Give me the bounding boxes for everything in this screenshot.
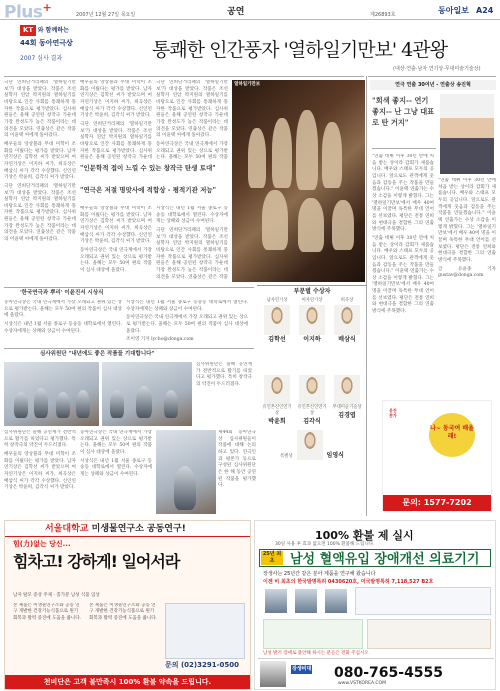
ad-device-image	[325, 589, 347, 613]
award-winner: 유인촌신인연기상 김각식	[296, 374, 328, 426]
article-column-5: 시상식은 내년 1월 서울 종로구 동숭동 대학로에서 열린다. 수상자에게는 상패와 상금이 수여된다. 극단 연희단거리패의 '열하일기만보'가 대상을 받았다. 작품은 조선 실학자 연암 박지원의 열하일기를 바탕으로 인간 사회를 통쾌하게 풍자한 작품으로 평가받았다. 심사위원들은 올해 공연된 창작극 가운데 가장 완성도가 높은 작품이라는 데 의견을 모았다. 연출상은 같은 작품	[156, 206, 228, 280]
pull-quote-2: "연극은 저절 명맞사에 적합상 - 평적기관 저능"	[80, 186, 217, 194]
ad-side-text: 웅진 찬가	[389, 408, 397, 418]
ad-subtitle: 30일 사용 후 효과 없으면 100% 환불해 드립니다.	[275, 542, 375, 547]
award-winner: 남자연기상 김학선	[261, 298, 293, 344]
divider	[368, 76, 496, 77]
ad-tagline: 힘(力)없는 당신...	[13, 540, 71, 548]
newspaper-name: 동아일보	[438, 6, 469, 15]
article-headline: 통쾌한 인간풍자 '열하일기만보' 4관왕	[152, 39, 447, 61]
ad-headline: 힘차고! 강하게! 일어서라	[13, 552, 180, 571]
ad-device-image	[295, 589, 317, 613]
ad-info-panel	[263, 619, 363, 649]
ad-banner	[259, 549, 491, 567]
article-column-8: 심사위원단은 올해 공연계가 전반적으로 활기를 띠었다고 평가했다. 특히 창작극의 약진이 두드러졌다. 배우들의 앙상블과 무대 미학이 조화를 이뤘다는 평가를 받았다. 남자연기상은 김학선 씨가 받았으며 여자연기상은 이지하 씨가, 희곡상은 배삼식 씨가 각각 수상했다. 신인연기상은 박윤희, 김각식 씨가 받았다.	[4, 430, 76, 491]
edition-number: 제26893호	[370, 12, 396, 18]
winner-headshot	[334, 305, 360, 335]
photo-caption: 열하일기만보	[234, 82, 261, 87]
award-winner: 무대미술기술상 김경엽	[331, 374, 363, 426]
director-portrait	[440, 94, 494, 174]
pull-quote-1: "인문학적 접이 느낄 수 있는 창작극 탄생 토대"	[80, 164, 216, 172]
kt-logo: KT	[20, 25, 36, 36]
ad-phone-number: 080-765-4555	[334, 665, 444, 681]
ad-badge: 25년 최초	[262, 551, 282, 564]
award-winner: 유인촌신인연기상 박윤희	[261, 374, 293, 426]
ad-order-number: 문의 (02)3291-0500	[165, 661, 239, 669]
judges-photo-3	[156, 430, 216, 514]
article-column-1: 극단 연희단거리패의 '열하일기만보'가 대상을 받았다. 작품은 조선 실학자 연암 박지원의 열하일기를 바탕으로 인간 사회를 통쾌하게 풍자한 작품으로 평가받았다. 심사위원들은 올해 공연된 창작극 가운데 가장 완성도가 높은 작품이라는 데 의견을 모았다. 연출상은 같은 작품의 이윤택 씨에게 돌아갔다. 배우들의 앙상블과 무대 미학이 조화를 이뤘다는 평가를 받았다. 남자연기상은 김학선 씨가 받았으며 여자연기상은 이지하 씨가, 희곡상은 배삼식 씨가 각각 수상했다. 신인연기상은 박윤희, 김각식 씨가 받았다. 극단 연희단거리패의 '열하일기만보'가 대상을 받았다. 작품은 조선 실학자 연암 박지원의 열하일기를 바탕으로 인간 사회를 통쾌하게 풍자한 작품으로 평가받았다. 심사위원들은 올해 공연된 창작극 가운데 가장 완성도가 높은 작품이라는 데 의견을 모았다. 연출상은 같은 작품의 이윤택 씨에게 돌아갔다.	[4, 80, 76, 243]
ad-footer: 천비단은 고객 불만족시 100% 환불 약속을 드립니다.	[5, 675, 250, 689]
award-result: 2007 심사 결과	[20, 54, 63, 62]
article-column-7: 시상식은 내년 1월 서울 종로구 동숭동 대학로에서 열린다. 수상자에게는 상패와 상금이 수여된다. 동아연극상은 국내 연극계에서 가장 오래되고 권위 있는 상으로 평가받는다. 올해는 모두 50여 편의 작품이 심사 대상에 올랐다. 조이영 기자 lycho@donga.com	[126, 300, 248, 343]
interview-header: 연극 연출 30여년 - 연출상 송진혁	[370, 80, 496, 90]
article-column-10: 제44회 동아연극상 심사위원들이 작품에 대해 논의하고 있다. 연극인과 평론가 등으로 구성된 심사위원단은 한 해 동안 공연된 작품을 평가했다.	[218, 430, 256, 489]
award-name: 44회 동아연극상	[20, 39, 73, 48]
article-column-2: 배우들의 앙상블과 무대 미학이 조화를 이뤘다는 평가를 받았다. 남자연기상은 김학선 씨가 받았으며 여자연기상은 이지하 씨가, 희곡상은 배삼식 씨가 각각 수상했다. 신인연기상은 박윤희, 김각식 씨가 받았다. 극단 연희단거리패의 '열하일기만보'가 대상을 받았다. 작품은 조선 실학자 연암 박지원의 열하일기를 바탕으로 인간 사회를 통쾌하게 풍자한 작품으로 평가받았다. 심사위원들은 올해 공연된 창작극 가운데	[80, 80, 152, 160]
judges-photo-2	[102, 362, 192, 426]
section-title: 공연	[227, 7, 245, 17]
winner-headshot	[264, 375, 290, 405]
ad-title: 서울대학교 미생물연구소 공동연구!	[45, 524, 186, 534]
ad-banner-text: 남성 혈액유입 장애개선 의료기기	[290, 552, 480, 567]
award-winners-box	[257, 285, 367, 371]
award-winner: 여자연기상 이지하	[296, 298, 328, 344]
ad-body-1: 본 제품은 미생물연구소와 공동 연구 개발한 건강기능식품으로 원기 회복과 활력 증진에 도움을 줍니다.	[13, 603, 82, 621]
judges-photo-1	[4, 362, 99, 426]
article-column-4: 배우들의 앙상블과 무대 미학이 조화를 이뤘다는 평가를 받았다. 남자연기상은 김학선 씨가 받았으며 여자연기상은 이지하 씨가, 희곡상은 배삼식 씨가 각각 수상했다. 신인연기상은 박윤희, 김각식 씨가 받았다. 동아연극상은 국내 연극계에서 가장 오래되고 권위 있는 상으로 평가받는다. 올해는 모두 50여 편의 작품이 심사 대상에 올랐다.	[80, 206, 152, 273]
award-box-title: 부문별 수상자	[293, 288, 331, 295]
divider	[4, 348, 254, 349]
winner-headshot	[299, 305, 325, 335]
photo-caption-text: 심사위원단은 올해 공연계가 전반적으로 활기를 띠었다고 평가했다. 특히 창작극의 약진이 두드러졌다.	[196, 362, 252, 387]
ad-info-panel	[355, 587, 491, 615]
ad-note: 남성 발기 장애로 불안해 하시는 분들은 전화 주십시오	[263, 651, 369, 656]
page-number: A24	[476, 6, 494, 15]
ad-header	[5, 521, 250, 537]
ad-manager-label: 장생비대	[292, 666, 312, 672]
divider	[372, 148, 436, 149]
ad-website: www.VSTKOREA.COM	[338, 681, 386, 686]
page-header	[0, 0, 500, 23]
ad-subtitle: 남자 탈모 증상 주제 · 홀가분 남성 식품 임상	[13, 593, 100, 598]
divider	[4, 76, 364, 77]
ad-phone-number: 문의: 1577-7202	[383, 495, 491, 511]
award-row-1	[257, 298, 367, 344]
ad-body-2: 본 제품은 미생물연구소와 공동 연구 개발한 건강기능식품으로 원기 회복과 활력 증진에 도움을 줍니다.	[89, 603, 158, 621]
interview-column-2: "연출 데뷔 이후 30년 만에 처음 받는 상이라 감회가 새롭습니다. 배우와 스태프 모두의 공입니다. 앞으로도 관객에게 웃음과 감동을 주는 작품을 만들겠습니다." 이윤택 연출가는 수상 소감을 이렇게 밝혔다. 그는 '열하일기만보'에서 배우 40여 명을 이끌며 독특한 무대 언어를 선보였다. 평단은 전통 연희와 현대극을 결합한 그의 연출 방식에 주목했다. 글 유윤종 기자 gustav@donga.com	[438, 178, 496, 279]
winner-headshot	[297, 430, 323, 460]
sponsor-line: 와 함께하는	[37, 27, 69, 34]
ad-product-box	[165, 603, 245, 659]
winner-headshot	[264, 305, 290, 335]
section-subhead-1: '한국연극과 뿌리' 이윤진서 시상식	[20, 290, 104, 296]
issue-date: 2007년 12월 27일 목요일	[76, 12, 136, 18]
section-subhead-2: 심사위원단 "내년에도 좋은 작품들 기대합니다"	[40, 351, 155, 357]
divider	[4, 287, 254, 288]
ad-info-panel	[367, 619, 491, 649]
ad-title: 100% 환불 제 실시	[315, 529, 414, 542]
article-column-6: 동아연극상은 국내 연극계에서 가장 오래되고 권위 있는 상으로 평가받는다. 올해는 모두 50여 편의 작품이 심사 대상에 올랐다. 시상식은 내년 1월 서울 종로구 동숭동 대학로에서 열린다. 수상자에게는 상패와 상금이 수여된다.	[4, 300, 122, 334]
winner-headshot	[334, 375, 360, 405]
sponsor-block	[20, 25, 140, 73]
article-column-9: 동아연극상은 국내 연극계에서 가장 오래되고 권위 있는 상으로 평가받는다. 올해는 모두 50여 편의 작품이 심사 대상에 올랐다. 시상식은 내년 1월 서울 종로구 동숭동 대학로에서 열린다. 수상자에게는 상패와 상금이 수여된다.	[80, 430, 152, 477]
article-credit: (대상·연출·남자 연기상·무대미술기술상)	[393, 66, 481, 72]
ad-device-image	[265, 589, 287, 613]
medical-device-advertisement[interactable]	[254, 520, 496, 690]
ad-bubble-text: 나~ 동국여 배울래!	[430, 425, 474, 441]
interview-column-1: "연출 데뷔 이후 30년 만에 처음 받는 상이라 감회가 새롭습니다. 배우와 스태프 모두의 공입니다. 앞으로도 관객에게 웃음과 감동을 주는 작품을 만들겠습니다." 이윤택 연출가는 수상 소감을 이렇게 밝혔다. 그는 '열하일기만보'에서 배우 40여 명을 이끌며 독특한 무대 언어를 선보였다. 평단은 전통 연희와 현대극을 결합한 그의 연출 방식에 주목했다. "연출 데뷔 이후 30년 만에 처음 받는 상이라 감회가 새롭습니다. 배우와 스태프 모두의 공입니다. 앞으로도 관객에게 웃음과 감동을 주는 작품을 만들겠습니다." 이윤택 연출가는 수상 소감을 이렇게 밝혔다. 그는 '열하일기만보'에서 배우 40여 명을 이끌며 독특한 무대 언어를 선보였다. 평단은 전통 연희와 현대극을 결합한 그의 연출 방식에 주목했다.	[372, 154, 434, 315]
phone-advertisement[interactable]	[382, 400, 492, 512]
section-brand: Plus+	[4, 1, 52, 23]
award-winner: 희곡상 배삼식	[331, 298, 363, 344]
award-row-2	[257, 374, 367, 426]
winner-headshot	[299, 375, 325, 405]
health-advertisement[interactable]	[4, 520, 251, 690]
interview-quote: "회색 좋지-- 연기 좋지-- 난 그냥 대표로 탄 거지"	[372, 96, 435, 127]
stage-photo	[232, 80, 365, 282]
ad-contact-bar	[258, 658, 494, 688]
article-column-3: 극단 연희단거리패의 '열하일기만보'가 대상을 받았다. 작품은 조선 실학자 연암 박지원의 열하일기를 바탕으로 인간 사회를 통쾌하게 풍자한 작품으로 평가받았다. 심사위원들은 올해 공연된 창작극 가운데 가장 완성도가 높은 작품이라는 데 의견을 모았다. 연출상은 같은 작품의 이윤택 씨에게 돌아갔다. 동아연극상은 국내 연극계에서 가장 오래되고 권위 있는 상으로 평가받는다. 올해는 모두 50여 편의 작품	[156, 80, 228, 160]
ad-claims: 장생사는 25년간 같은 분야 제품을 연구해 왔습니다 이젠 비 최초의 한국발명특허 0430620호, 미국발명특허 7,118,527 B2호	[263, 571, 434, 585]
award-winners-box-2: 유인촌신인연기상 박윤희 유인촌신인연기상 김각식 무대미술기술상 김경엽 특별상 임영식	[257, 374, 367, 470]
ad-person-photo	[260, 661, 286, 687]
